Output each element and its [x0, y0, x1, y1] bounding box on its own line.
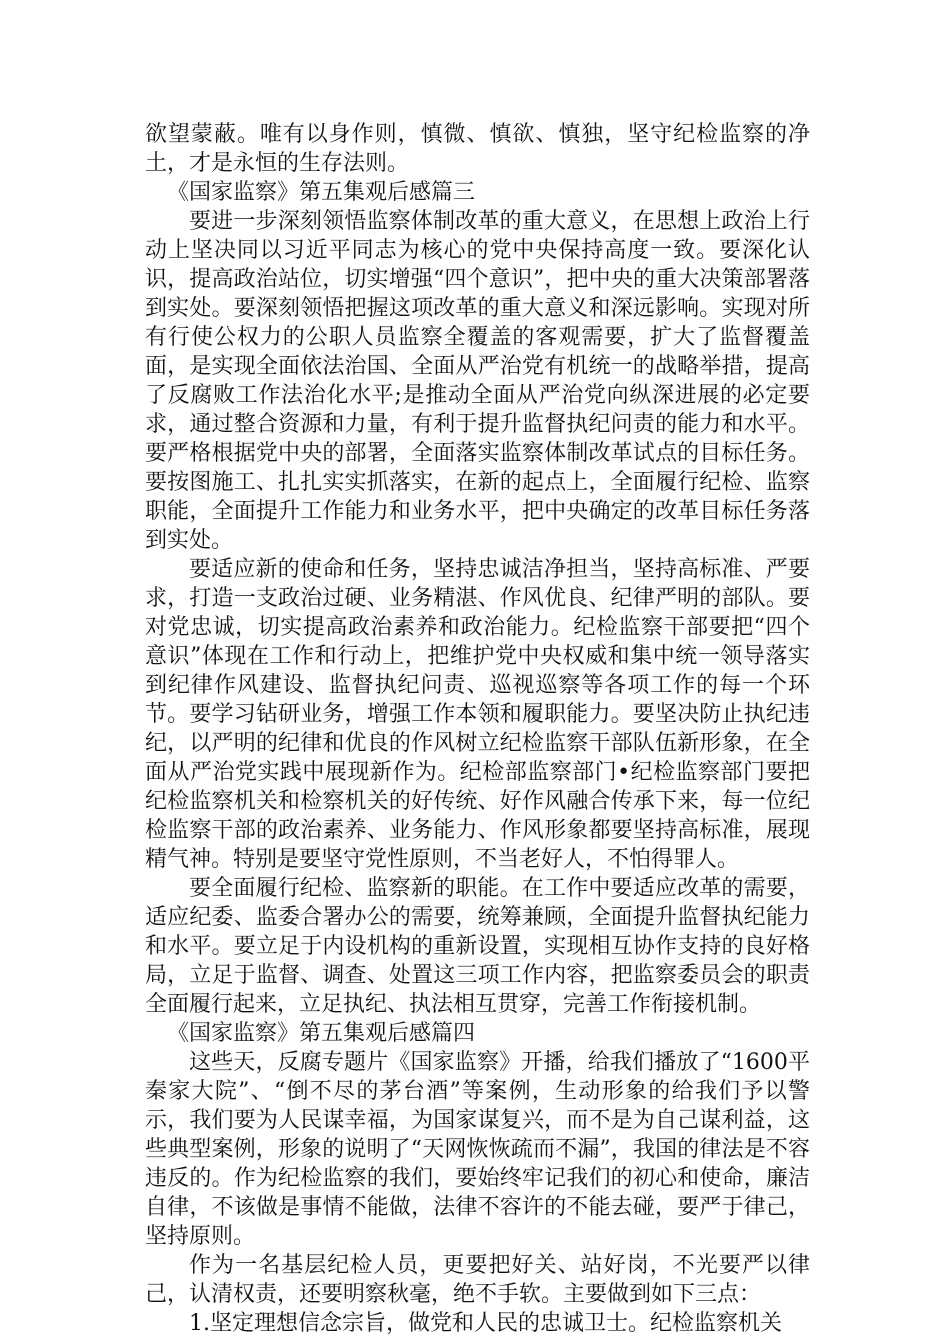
paragraph: 要适应新的使命和任务，坚持忠诚洁净担当，坚持高标准、严要求，打造一支政治过硬、业务精湛、作风优良、纪律严明的部队。要对党忠诚，切实提高政治素养和政治能力。纪检监察干部要把“四个意识”体现在工作和行动上，把维护党中央权威和集中统一领导落实到纪律作风建设、监督执纪问责、巡视巡察等各项工作的每一个环节。要学习钻研业务，增强工作本领和履职能力。要坚决防止执纪违纪，以严明的纪律和优良的作风树立纪检监察干部队伍新形象，在全面从严治党实践中展现新作为。纪检部监察部门•纪检监察部门要把纪检监察机关和检察机关的好传统、好作风融合传承下来，每一位纪检监察干部的政治素养、业务能力、作风形象都要坚持高标准，展现精气神。特别是要坚守党性原则，不当老好人，不怕得罪人。 [145, 557, 810, 872]
section-heading: 《国家监察》第五集观后感篇四 [167, 1021, 476, 1046]
paragraph: 1.坚定理想信念宗旨，做党和人民的忠诚卫士。纪检监察机关 [189, 1311, 782, 1336]
document-page [145, 120, 810, 1338]
paragraph: 要进一步深刻领悟监察体制改革的重大意义，在思想上政治上行动上坚决同以习近平同志为核心的党中央保持高度一致。要深化认识，提高政治站位，切实增强“四个意识”，把中央的重大决策部署落到实处。要深刻领悟把握这项改革的重大意义和深远影响。实现对所有行使公权力的公职人员监察全覆盖的客观需要，扩大了监督覆盖面，是实现全面依法治国、全面从严治党有机统一的战略举措，提高了反腐败工作法治化水平;是推动全面从严治党向纵深进展的必定要求，通过整合资源和力量，有利于提升监督执纪问责的能力和水平。要严格根据党中央的部署，全面落实监察体制改革试点的目标任务。要按图施工、扎扎实实抓落实，在新的起点上，全面履行纪检、监察职能，全面提升工作能力和业务水平，把中央确定的改革目标任务落到实处。 [145, 209, 810, 553]
paragraph: 欲望蒙蔽。唯有以身作则，慎微、慎欲、慎独，坚守纪检监察的净土，才是永恒的生存法则。 [145, 122, 810, 176]
paragraph: 要全面履行纪检、监察新的职能。在工作中要适应改革的需要，适应纪委、监委合署办公的需要，统筹兼顾，全面提升监督执纪能力和水平。要立足于内设机构的重新设置，实现相互协作支持的良好格局，立足于监督、调查、处置这三项工作内容，把监察委员会的职责全面履行起来，立足执纪、执法相互贯穿，完善工作衔接机制。 [145, 876, 810, 1017]
paragraph: 这些天，反腐专题片《国家监察》开播，给我们播放了“1600平秦家大院”、“倒不尽的茅台酒”等案例，生动形象的给我们予以警示，我们要为人民谋幸福，为国家谋复兴，而不是为自己谋利益，这些典型案例，形象的说明了“天网恢恢疏而不漏”，我国的律法是不容违反的。作为纪检监察的我们，要始终牢记我们的初心和使命，廉洁自律，不该做是事情不能做，法律不容许的不能去碰，要严于律己，坚持原则。 [145, 1050, 810, 1249]
section-heading: 《国家监察》第五集观后感篇三 [167, 180, 476, 205]
paragraph: 作为一名基层纪检人员，更要把好关、站好岗，不光要严以律己，认清权责，还要明察秋毫，绝不手软。主要做到如下三点： [145, 1253, 810, 1307]
